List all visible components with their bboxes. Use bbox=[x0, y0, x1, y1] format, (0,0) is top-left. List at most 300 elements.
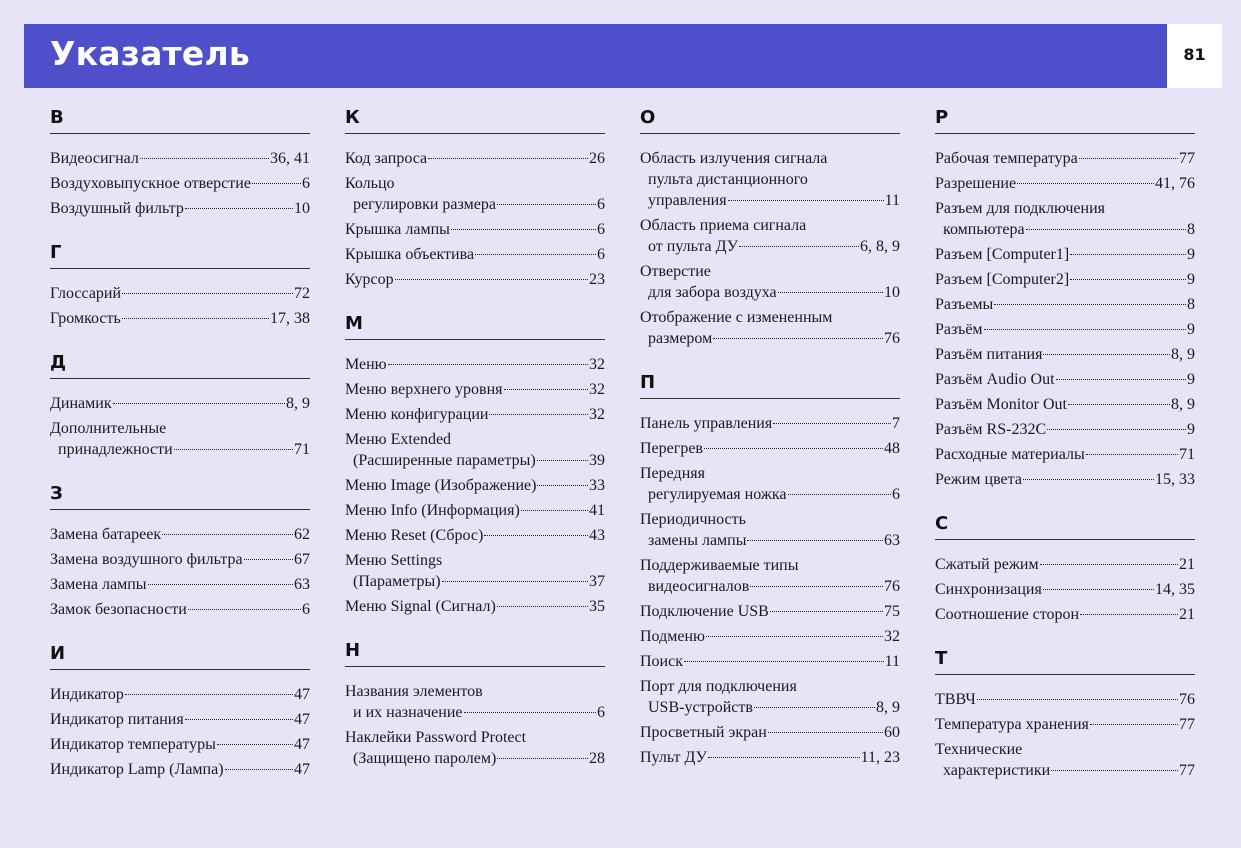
index-entry[interactable] bbox=[935, 344, 1195, 365]
index-entry-line bbox=[640, 576, 900, 597]
index-entry-line bbox=[935, 739, 1195, 760]
index-entry[interactable] bbox=[345, 727, 605, 769]
index-entry-page[interactable]: 8, 9 bbox=[876, 699, 900, 716]
index-entry-page[interactable]: 10 bbox=[884, 284, 900, 301]
index-section bbox=[935, 106, 1195, 490]
index-entry-line bbox=[640, 215, 900, 236]
index-entry-page[interactable]: 36, 41 bbox=[270, 150, 310, 167]
index-entry-term: Индикатор Lamp (Лампа) bbox=[50, 761, 224, 778]
dot-leader bbox=[148, 584, 293, 585]
index-entry-term: Периодичность bbox=[640, 511, 746, 528]
index-entry-term: Синхронизация bbox=[935, 581, 1042, 598]
index-entry[interactable] bbox=[935, 294, 1195, 315]
index-entry-page[interactable]: 9 bbox=[1187, 246, 1195, 263]
dot-leader bbox=[713, 338, 883, 339]
index-entry-page[interactable]: 11, 23 bbox=[860, 749, 900, 766]
index-entry-line bbox=[935, 419, 1195, 440]
index-entry-term: размером bbox=[648, 330, 713, 347]
index-entry[interactable] bbox=[345, 500, 605, 521]
index-entry-term: Область излучения сигнала bbox=[640, 150, 828, 167]
index-entry-page[interactable]: 77 bbox=[1179, 150, 1195, 167]
index-entry-term: Код запроса bbox=[345, 150, 428, 167]
index-section bbox=[345, 106, 605, 290]
index-entry-term: пульта дистанционного bbox=[648, 171, 808, 188]
index-entry-page[interactable]: 8 bbox=[1187, 221, 1195, 238]
dot-leader bbox=[1043, 354, 1170, 355]
index-entry-page[interactable]: 71 bbox=[294, 441, 310, 458]
index-entry[interactable] bbox=[935, 419, 1195, 440]
index-entry-page[interactable]: 6 bbox=[892, 486, 900, 503]
dot-leader bbox=[497, 606, 588, 607]
index-entry[interactable] bbox=[935, 469, 1195, 490]
index-entry-page[interactable]: 8 bbox=[1187, 296, 1195, 313]
index-entry-term: Меню Reset (Сброс) bbox=[345, 527, 484, 544]
dot-leader bbox=[497, 758, 588, 759]
index-entry[interactable] bbox=[345, 379, 605, 400]
index-entry-line bbox=[345, 269, 605, 290]
index-entry-page[interactable]: 62 bbox=[294, 526, 310, 543]
index-entry-page[interactable]: 6 bbox=[597, 196, 605, 213]
dot-leader bbox=[217, 744, 293, 745]
dot-leader bbox=[388, 364, 588, 365]
index-entry-page[interactable]: 14, 35 bbox=[1155, 581, 1195, 598]
index-entry-page[interactable]: 72 bbox=[294, 285, 310, 302]
dot-leader bbox=[521, 510, 588, 511]
section-letter: Т bbox=[935, 647, 1195, 675]
index-entry[interactable] bbox=[935, 579, 1195, 600]
section-letter: М bbox=[345, 312, 605, 340]
index-entry-term: Разъём bbox=[935, 321, 983, 338]
index-entry-line bbox=[935, 219, 1195, 240]
index-entry-term: Наклейки Password Protect bbox=[345, 729, 527, 746]
index-entry-page[interactable]: 6 bbox=[302, 175, 310, 192]
index-entry-term: USB-устройств bbox=[648, 699, 753, 716]
dot-leader bbox=[1017, 183, 1154, 184]
index-entry[interactable] bbox=[640, 676, 900, 718]
index-entry-line bbox=[345, 525, 605, 546]
dot-leader bbox=[442, 581, 588, 582]
index-entry-line bbox=[50, 283, 310, 304]
index-entry[interactable] bbox=[935, 394, 1195, 415]
index-entry-line bbox=[640, 148, 900, 169]
index-entry-page[interactable]: 35 bbox=[589, 598, 605, 615]
index-entry-line bbox=[50, 308, 310, 329]
index-entry-page[interactable]: 48 bbox=[884, 440, 900, 457]
index-entry-line bbox=[345, 500, 605, 521]
dot-leader bbox=[185, 719, 293, 720]
index-entry[interactable] bbox=[50, 709, 310, 730]
dot-leader bbox=[475, 254, 596, 255]
index-entry[interactable] bbox=[935, 689, 1195, 710]
index-entry-line bbox=[640, 282, 900, 303]
index-entry-term: Рабочая температура bbox=[935, 150, 1078, 167]
index-section bbox=[50, 241, 310, 329]
index-entry-term: Разъемы bbox=[935, 296, 994, 313]
index-entry[interactable] bbox=[935, 319, 1195, 340]
index-entry[interactable] bbox=[345, 269, 605, 290]
index-entry-term: Крышка объектива bbox=[345, 246, 475, 263]
index-entry[interactable] bbox=[50, 759, 310, 780]
index-entry-line bbox=[640, 722, 900, 743]
index-entry-page[interactable]: 41 bbox=[589, 502, 605, 519]
index-entry[interactable] bbox=[935, 269, 1195, 290]
index-entry-term: Замена воздушного фильтра bbox=[50, 551, 243, 568]
index-entry-page[interactable]: 11 bbox=[884, 192, 900, 209]
index-entry[interactable] bbox=[345, 148, 605, 169]
index-entry[interactable] bbox=[50, 599, 310, 620]
index-entry-line bbox=[640, 190, 900, 211]
index-entry-page[interactable]: 9 bbox=[1187, 421, 1195, 438]
page-number-box bbox=[1167, 24, 1222, 88]
index-entry-term: Громкость bbox=[50, 310, 121, 327]
index-entry-page[interactable]: 32 bbox=[589, 356, 605, 373]
index-entry-term: Меню Info (Информация) bbox=[345, 502, 520, 519]
index-entry-term: Кольцо bbox=[345, 175, 395, 192]
index-entry-term: Просветный экран bbox=[640, 724, 767, 741]
index-entry-term: (Параметры) bbox=[353, 573, 441, 590]
section-letter: Г bbox=[50, 241, 310, 269]
index-entry[interactable] bbox=[640, 148, 900, 211]
index-entry-line bbox=[935, 689, 1195, 710]
index-entry-page[interactable]: 9 bbox=[1187, 321, 1195, 338]
index-entry-page[interactable]: 9 bbox=[1187, 371, 1195, 388]
index-entry-page[interactable]: 39 bbox=[589, 452, 605, 469]
index-entry[interactable] bbox=[640, 307, 900, 349]
index-entry-line bbox=[935, 444, 1195, 465]
index-entry-term: Названия элементов bbox=[345, 683, 483, 700]
dot-leader bbox=[162, 534, 293, 535]
index-entry[interactable] bbox=[935, 148, 1195, 169]
index-entry-line bbox=[345, 596, 605, 617]
index-entry[interactable] bbox=[345, 173, 605, 215]
index-entry-line bbox=[50, 148, 310, 169]
index-entry[interactable] bbox=[50, 549, 310, 570]
index-entry-term: регулируемая ножка bbox=[648, 486, 787, 503]
section-letter: В bbox=[50, 106, 310, 134]
dot-leader bbox=[464, 712, 596, 713]
index-entry-line bbox=[345, 354, 605, 375]
index-entry[interactable] bbox=[50, 148, 310, 169]
index-entry[interactable] bbox=[50, 198, 310, 219]
dot-leader bbox=[778, 292, 883, 293]
index-entry[interactable] bbox=[640, 261, 900, 303]
dot-leader bbox=[1080, 614, 1178, 615]
index-entry-term: Меню Signal (Сигнал) bbox=[345, 598, 496, 615]
index-entry-term: Порт для подключения bbox=[640, 678, 797, 695]
index-entry-term: Разъем [Computer1] bbox=[935, 246, 1070, 263]
index-entry-term: от пульта ДУ bbox=[648, 238, 739, 255]
index-entry-term: Разъем для подключения bbox=[935, 200, 1106, 217]
index-entry-page[interactable]: 41, 76 bbox=[1155, 175, 1195, 192]
index-entry-page[interactable]: 21 bbox=[1179, 606, 1195, 623]
index-entry-page[interactable]: 47 bbox=[294, 686, 310, 703]
index-entry-term: Дополнительные bbox=[50, 420, 167, 437]
index-entry-line bbox=[345, 219, 605, 240]
dot-leader bbox=[451, 229, 596, 230]
index-entry-page[interactable]: 43 bbox=[589, 527, 605, 544]
index-entry-page[interactable]: 6 bbox=[597, 221, 605, 238]
index-entry-term: компьютера bbox=[943, 221, 1025, 238]
dot-leader bbox=[188, 609, 301, 610]
dot-leader bbox=[768, 732, 883, 733]
index-entry-line bbox=[935, 760, 1195, 781]
index-entry[interactable] bbox=[345, 596, 605, 617]
dot-leader bbox=[706, 636, 883, 637]
index-column-1 bbox=[50, 106, 310, 802]
index-entry[interactable] bbox=[50, 283, 310, 304]
index-entry-line bbox=[345, 748, 605, 769]
index-entry[interactable] bbox=[50, 524, 310, 545]
index-entry-page[interactable]: 32 bbox=[589, 381, 605, 398]
index-entry[interactable] bbox=[640, 463, 900, 505]
index-entry-term: Индикатор температуры bbox=[50, 736, 216, 753]
index-entry[interactable] bbox=[935, 554, 1195, 575]
index-entry-line bbox=[640, 555, 900, 576]
index-entry[interactable] bbox=[935, 444, 1195, 465]
index-entry[interactable] bbox=[640, 722, 900, 743]
dot-leader bbox=[1070, 279, 1186, 280]
index-entry-term: Разъём RS-232C bbox=[935, 421, 1047, 438]
dot-leader bbox=[244, 559, 293, 560]
dot-leader bbox=[537, 460, 588, 461]
index-entry-line bbox=[345, 681, 605, 702]
index-entry-line bbox=[50, 198, 310, 219]
index-entry-line bbox=[935, 173, 1195, 194]
section-letter: О bbox=[640, 106, 900, 134]
index-entry-page[interactable]: 71 bbox=[1179, 446, 1195, 463]
index-entry-line bbox=[935, 294, 1195, 315]
index-entry-term: Меню bbox=[345, 356, 387, 373]
index-entry-line bbox=[935, 369, 1195, 390]
index-entry-line bbox=[345, 173, 605, 194]
index-entry-term: Воздушный фильтр bbox=[50, 200, 184, 217]
index-entry-page[interactable]: 8, 9 bbox=[1171, 396, 1195, 413]
dot-leader bbox=[684, 661, 884, 662]
index-entry-line bbox=[640, 601, 900, 622]
dot-leader bbox=[484, 535, 588, 536]
index-entry-page[interactable]: 23 bbox=[589, 271, 605, 288]
index-entry-term: Динамик bbox=[50, 395, 112, 412]
index-entry[interactable] bbox=[935, 198, 1195, 240]
index-entry-page[interactable]: 6 bbox=[302, 601, 310, 618]
index-entry-term: Разъём Audio Out bbox=[935, 371, 1055, 388]
index-entry-line bbox=[345, 571, 605, 592]
index-entry-page[interactable]: 6, 8, 9 bbox=[860, 238, 900, 255]
index-entry-page[interactable]: 6 bbox=[597, 246, 605, 263]
index-entry-term: Температура хранения bbox=[935, 716, 1089, 733]
index-entry[interactable] bbox=[345, 404, 605, 425]
index-entry[interactable] bbox=[640, 747, 900, 768]
index-section bbox=[345, 639, 605, 769]
index-entry-line bbox=[640, 463, 900, 484]
index-entry-page[interactable]: 8, 9 bbox=[1171, 346, 1195, 363]
index-entry-term: Глоссарий bbox=[50, 285, 122, 302]
dot-leader bbox=[125, 694, 293, 695]
dot-leader bbox=[1056, 379, 1186, 380]
index-entry[interactable] bbox=[345, 525, 605, 546]
index-entry-page[interactable]: 9 bbox=[1187, 271, 1195, 288]
dot-leader bbox=[1051, 770, 1178, 771]
index-entry[interactable] bbox=[640, 215, 900, 257]
index-entry-page[interactable]: 63 bbox=[294, 576, 310, 593]
index-entry-page[interactable]: 76 bbox=[884, 578, 900, 595]
index-entry-term: Подменю bbox=[640, 628, 705, 645]
index-entry[interactable] bbox=[640, 651, 900, 672]
index-entry[interactable] bbox=[345, 681, 605, 723]
index-entry-term: Крышка лампы bbox=[345, 221, 450, 238]
index-entry-page[interactable]: 76 bbox=[884, 330, 900, 347]
index-entry[interactable] bbox=[50, 574, 310, 595]
index-entry-term: Сжатый режим bbox=[935, 556, 1039, 573]
index-entry-term: Отверстие bbox=[640, 263, 711, 280]
index-entry-term: принадлежности bbox=[58, 441, 173, 458]
index-entry[interactable] bbox=[640, 413, 900, 434]
index-entry-line bbox=[50, 684, 310, 705]
index-entry[interactable] bbox=[50, 393, 310, 414]
index-entry-page[interactable]: 32 bbox=[589, 406, 605, 423]
index-column-2 bbox=[345, 106, 605, 791]
index-entry-page[interactable]: 77 bbox=[1179, 716, 1195, 733]
index-entry-term: Передняя bbox=[640, 465, 705, 482]
index-entry-term: Перегрев bbox=[640, 440, 703, 457]
index-entry-page[interactable]: 76 bbox=[1179, 691, 1195, 708]
index-entry[interactable] bbox=[50, 308, 310, 329]
index-entry-page[interactable]: 67 bbox=[294, 551, 310, 568]
index-entry[interactable] bbox=[345, 219, 605, 240]
index-entry-term: Подключение USB bbox=[640, 603, 769, 620]
index-entry[interactable] bbox=[640, 626, 900, 647]
index-entry-page[interactable]: 10 bbox=[294, 200, 310, 217]
index-entry-page[interactable]: 47 bbox=[294, 736, 310, 753]
dot-leader bbox=[497, 204, 596, 205]
index-entry-page[interactable]: 75 bbox=[884, 603, 900, 620]
index-section bbox=[345, 312, 605, 617]
index-entry-page[interactable]: 7 bbox=[892, 415, 900, 432]
index-entry-page[interactable]: 15, 33 bbox=[1155, 471, 1195, 488]
index-entry-page[interactable]: 77 bbox=[1179, 762, 1195, 779]
dot-leader bbox=[1079, 158, 1178, 159]
index-entry[interactable] bbox=[50, 734, 310, 755]
index-entry-line bbox=[345, 379, 605, 400]
dot-leader bbox=[1047, 429, 1186, 430]
index-entry-term: Разъем [Computer2] bbox=[935, 271, 1070, 288]
index-entry[interactable] bbox=[935, 604, 1195, 625]
index-entry-line bbox=[50, 418, 310, 439]
index-entry-page[interactable]: 37 bbox=[589, 573, 605, 590]
index-entry-page[interactable]: 63 bbox=[884, 532, 900, 549]
index-entry-term: Меню Image (Изображение) bbox=[345, 477, 537, 494]
dot-leader bbox=[174, 449, 293, 450]
index-entry[interactable] bbox=[935, 244, 1195, 265]
index-entry[interactable] bbox=[640, 601, 900, 622]
index-entry[interactable] bbox=[640, 509, 900, 551]
index-column-4 bbox=[935, 106, 1195, 803]
dot-leader bbox=[788, 494, 891, 495]
index-entry-term: Соотношение сторон bbox=[935, 606, 1080, 623]
dot-leader bbox=[750, 586, 883, 587]
index-entry-term: Поиск bbox=[640, 653, 683, 670]
index-entry-line bbox=[50, 549, 310, 570]
index-column-3 bbox=[640, 106, 900, 790]
index-entry-term: (Защищено паролем) bbox=[353, 750, 497, 767]
index-entry-line bbox=[345, 148, 605, 169]
dot-leader bbox=[704, 448, 883, 449]
index-entry-page[interactable]: 11 bbox=[884, 653, 900, 670]
index-entry-line bbox=[640, 697, 900, 718]
index-entry-line bbox=[935, 579, 1195, 600]
index-entry-page[interactable]: 28 bbox=[589, 750, 605, 767]
dot-leader bbox=[140, 158, 269, 159]
index-entry-line bbox=[50, 709, 310, 730]
section-letter: Р bbox=[935, 106, 1195, 134]
index-entry-line bbox=[345, 550, 605, 571]
index-entry-term: Индикатор питания bbox=[50, 711, 184, 728]
index-entry-term: управления bbox=[648, 192, 727, 209]
index-entry[interactable] bbox=[50, 684, 310, 705]
index-entry-page[interactable]: 17, 38 bbox=[270, 310, 310, 327]
index-entry[interactable] bbox=[640, 555, 900, 597]
index-entry-line bbox=[640, 261, 900, 282]
index-entry[interactable] bbox=[345, 429, 605, 471]
index-entry[interactable] bbox=[935, 369, 1195, 390]
dot-leader bbox=[708, 757, 860, 758]
index-section bbox=[935, 647, 1195, 781]
index-entry-term: Воздуховыпускное отверстие bbox=[50, 175, 251, 192]
index-entry[interactable] bbox=[935, 173, 1195, 194]
index-entry[interactable] bbox=[345, 550, 605, 592]
index-entry-line bbox=[935, 604, 1195, 625]
index-entry[interactable] bbox=[345, 354, 605, 375]
dot-leader bbox=[977, 699, 1178, 700]
index-entry[interactable] bbox=[640, 438, 900, 459]
index-entry[interactable] bbox=[935, 739, 1195, 781]
index-entry-page[interactable]: 60 bbox=[884, 724, 900, 741]
index-entry-line bbox=[345, 450, 605, 471]
index-entry-line bbox=[640, 651, 900, 672]
index-entry[interactable] bbox=[935, 714, 1195, 735]
index-entry-page[interactable]: 6 bbox=[597, 704, 605, 721]
index-entry-line bbox=[345, 244, 605, 265]
index-entry-term: Меню Settings bbox=[345, 552, 443, 569]
dot-leader bbox=[504, 389, 589, 390]
index-entry-page[interactable]: 33 bbox=[589, 477, 605, 494]
index-entry-page[interactable]: 32 bbox=[884, 628, 900, 645]
dot-leader bbox=[395, 279, 588, 280]
index-entry-line bbox=[935, 714, 1195, 735]
index-entry-line bbox=[935, 269, 1195, 290]
index-entry[interactable] bbox=[50, 418, 310, 460]
index-entry-line bbox=[50, 439, 310, 460]
index-entry-line bbox=[935, 554, 1195, 575]
index-entry[interactable] bbox=[345, 244, 605, 265]
dot-leader bbox=[994, 304, 1186, 305]
index-entry-term: Пульт ДУ bbox=[640, 749, 707, 766]
index-entry-page[interactable]: 26 bbox=[589, 150, 605, 167]
index-entry-term: Разрешение bbox=[935, 175, 1017, 192]
dot-leader bbox=[428, 158, 588, 159]
index-entry-page[interactable]: 21 bbox=[1179, 556, 1195, 573]
index-entry-page[interactable]: 8, 9 bbox=[286, 395, 310, 412]
index-entry-line bbox=[640, 236, 900, 257]
index-entry[interactable] bbox=[345, 475, 605, 496]
index-entry-page[interactable]: 47 bbox=[294, 761, 310, 778]
index-entry-term: Индикатор bbox=[50, 686, 124, 703]
dot-leader bbox=[489, 414, 588, 415]
index-entry[interactable] bbox=[50, 173, 310, 194]
index-entry-page[interactable]: 47 bbox=[294, 711, 310, 728]
index-entry-term: Замок безопасности bbox=[50, 601, 187, 618]
index-entry-term: Меню конфигурации bbox=[345, 406, 489, 423]
